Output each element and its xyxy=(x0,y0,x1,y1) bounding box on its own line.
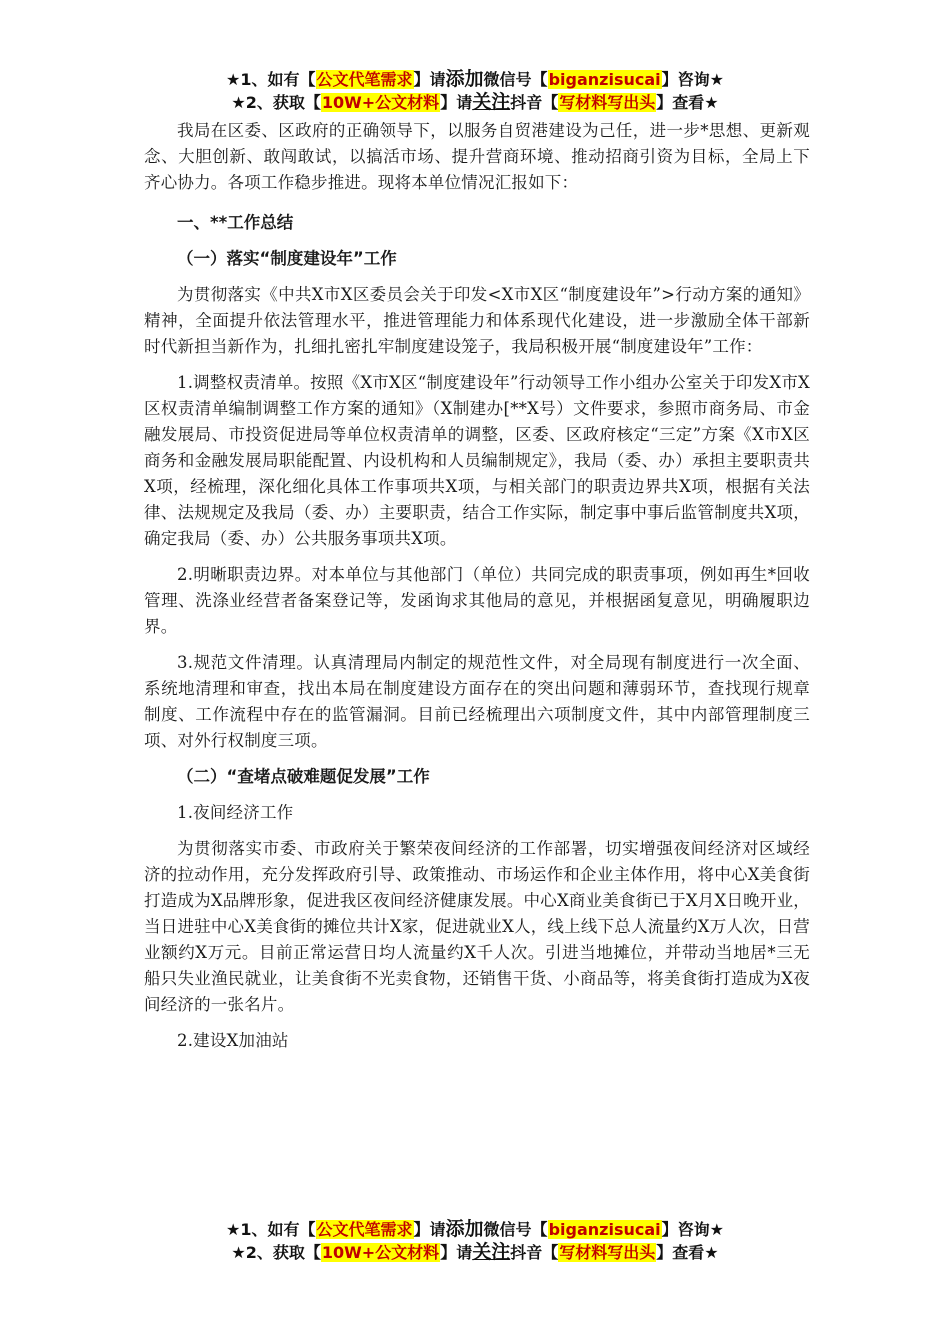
banner-text: 抖音【 xyxy=(510,93,559,112)
banner-highlight: 公文代笔需求 xyxy=(316,1220,413,1239)
banner-emphasis: 添加 xyxy=(445,68,484,90)
banner-highlight: 写材料写出头 xyxy=(559,1243,656,1262)
banner-text: 】请 xyxy=(413,70,446,89)
banner-text: ★2、获取【 xyxy=(231,93,321,112)
item-title: 1.夜间经济工作 xyxy=(177,803,294,822)
banner-line-2 xyxy=(0,91,950,114)
banner-text: 】请 xyxy=(440,93,473,112)
banner-highlight: 公文代笔需求 xyxy=(316,70,413,89)
list-item: 1.调整权责清单。按照《X市X区“制度建设年”行动领导工作小组办公室关于印发X市X区权责清单编制调整工作方案的通知》（X制建办[**X号）文件要求，参照市商务局、市金融发展局、市投资促进局等单位权责清单的调整，区委、区政府核定“三定”方案《X市X区商务和金融发展局职能配置、内设机构和人员编制规定》，我局（委、办）承担主要职责共X项，经梳理，深化细化具体工作事项共X项，与相关部门的职责边界共X项，根据有关法律、法规规定及我局（委、办）主要职责，结合工作实际，制定事中事后监管制度共X项，确定我局（委、办）公共服务事项共X项。 xyxy=(144,373,810,548)
banner-line-1 xyxy=(0,68,950,91)
paragraph: 为贯彻落实市委、市政府关于繁荣夜间经济的工作部署，切实增强夜间经济对区域经济的拉动作用，充分发挥政府引导、政策推动、市场运作和企业主体作用，将中心X美食街打造成为X品牌形象，促进我区夜间经济健康发展。中心X商业美食街已于X月X日晚开业，当日进驻中心X美食街的摊位共计X家，促进就业X人，线上线下总人流量约X万人次，日营业额约X万元。目前正常运营日均人流量约X千人次。引进当地摊位，并带动当地居*三无船只失业渔民就业，让美食街不光卖食物，还销售干货、小商品等，将美食街打造成为X夜间经济的一张名片。 xyxy=(144,839,810,1014)
banner-text: 微信号【 xyxy=(483,1220,548,1239)
subsection-heading: （二）“查堵点破难题促发展”工作 xyxy=(177,767,430,786)
paragraph: 为贯彻落实《中共X市X区委员会关于印发<X市X区“制度建设年”>行动方案的通知》精神，全面提升依法管理水平，推进管理能力和体系现代化建设，进一步激励全体干部新时代新担当新作为，扎细扎密扎牢制度建设笼子，我局积极开展“制度建设年”工作： xyxy=(144,285,810,356)
banner-text: ★1、如有【 xyxy=(226,1220,316,1239)
banner-line-1 xyxy=(0,1218,950,1241)
banner-text: 抖音【 xyxy=(510,1243,559,1262)
banner-text: 】请 xyxy=(413,1220,446,1239)
banner-emphasis: 添加 xyxy=(445,1218,484,1240)
intro-paragraph: 我局在区委、区政府的正确领导下，以服务自贸港建设为己任，进一步*思想、更新观念、大胆创新、敢闯敢试，以搞活市场、提升营商环境、推动招商引资为目标，全局上下齐心协力。各项工作稳步推进。现将本单位情况汇报如下： xyxy=(144,121,810,192)
banner-highlight: 10W+公文材料 xyxy=(321,93,440,112)
banner-text: 】咨询★ xyxy=(661,70,724,89)
banner-text: 】请 xyxy=(440,1243,473,1262)
subsection-heading: （一）落实“制度建设年”工作 xyxy=(177,249,397,268)
banner-text: 微信号【 xyxy=(483,70,548,89)
banner-text: 】查看★ xyxy=(656,93,719,112)
item-title: 2.建设X加油站 xyxy=(177,1031,289,1050)
banner-highlight: 10W+公文材料 xyxy=(321,1243,440,1262)
banner-emphasis: 关注 xyxy=(472,1241,511,1263)
banner-highlight: biganzisucai xyxy=(548,70,661,89)
banner-emphasis: 关注 xyxy=(472,91,511,113)
banner-text: ★1、如有【 xyxy=(226,70,316,89)
section-heading: 一、**工作总结 xyxy=(177,213,294,232)
header-banner xyxy=(0,68,950,114)
list-item: 3.规范文件清理。认真清理局内制定的规范性文件，对全局现有制度进行一次全面、系统地清理和审查，找出本局在制度建设方面存在的突出问题和薄弱环节，查找现行规章制度、工作流程中存在的监管漏洞。目前已经梳理出六项制度文件，其中内部管理制度三项、对外行权制度三项。 xyxy=(144,653,810,750)
banner-highlight: biganzisucai xyxy=(548,1220,661,1239)
footer-banner xyxy=(0,1218,950,1264)
banner-highlight: 写材料写出头 xyxy=(559,93,656,112)
banner-text: ★2、获取【 xyxy=(231,1243,321,1262)
banner-text: 】咨询★ xyxy=(661,1220,724,1239)
banner-line-2 xyxy=(0,1241,950,1264)
list-item: 2.明晰职责边界。对本单位与其他部门（单位）共同完成的职责事项，例如再生*回收管理、洗涤业经营者备案登记等，发函询求其他局的意见，并根据函复意见，明确履职边界。 xyxy=(144,565,810,636)
document-body xyxy=(144,118,810,1064)
banner-text: 】查看★ xyxy=(656,1243,719,1262)
